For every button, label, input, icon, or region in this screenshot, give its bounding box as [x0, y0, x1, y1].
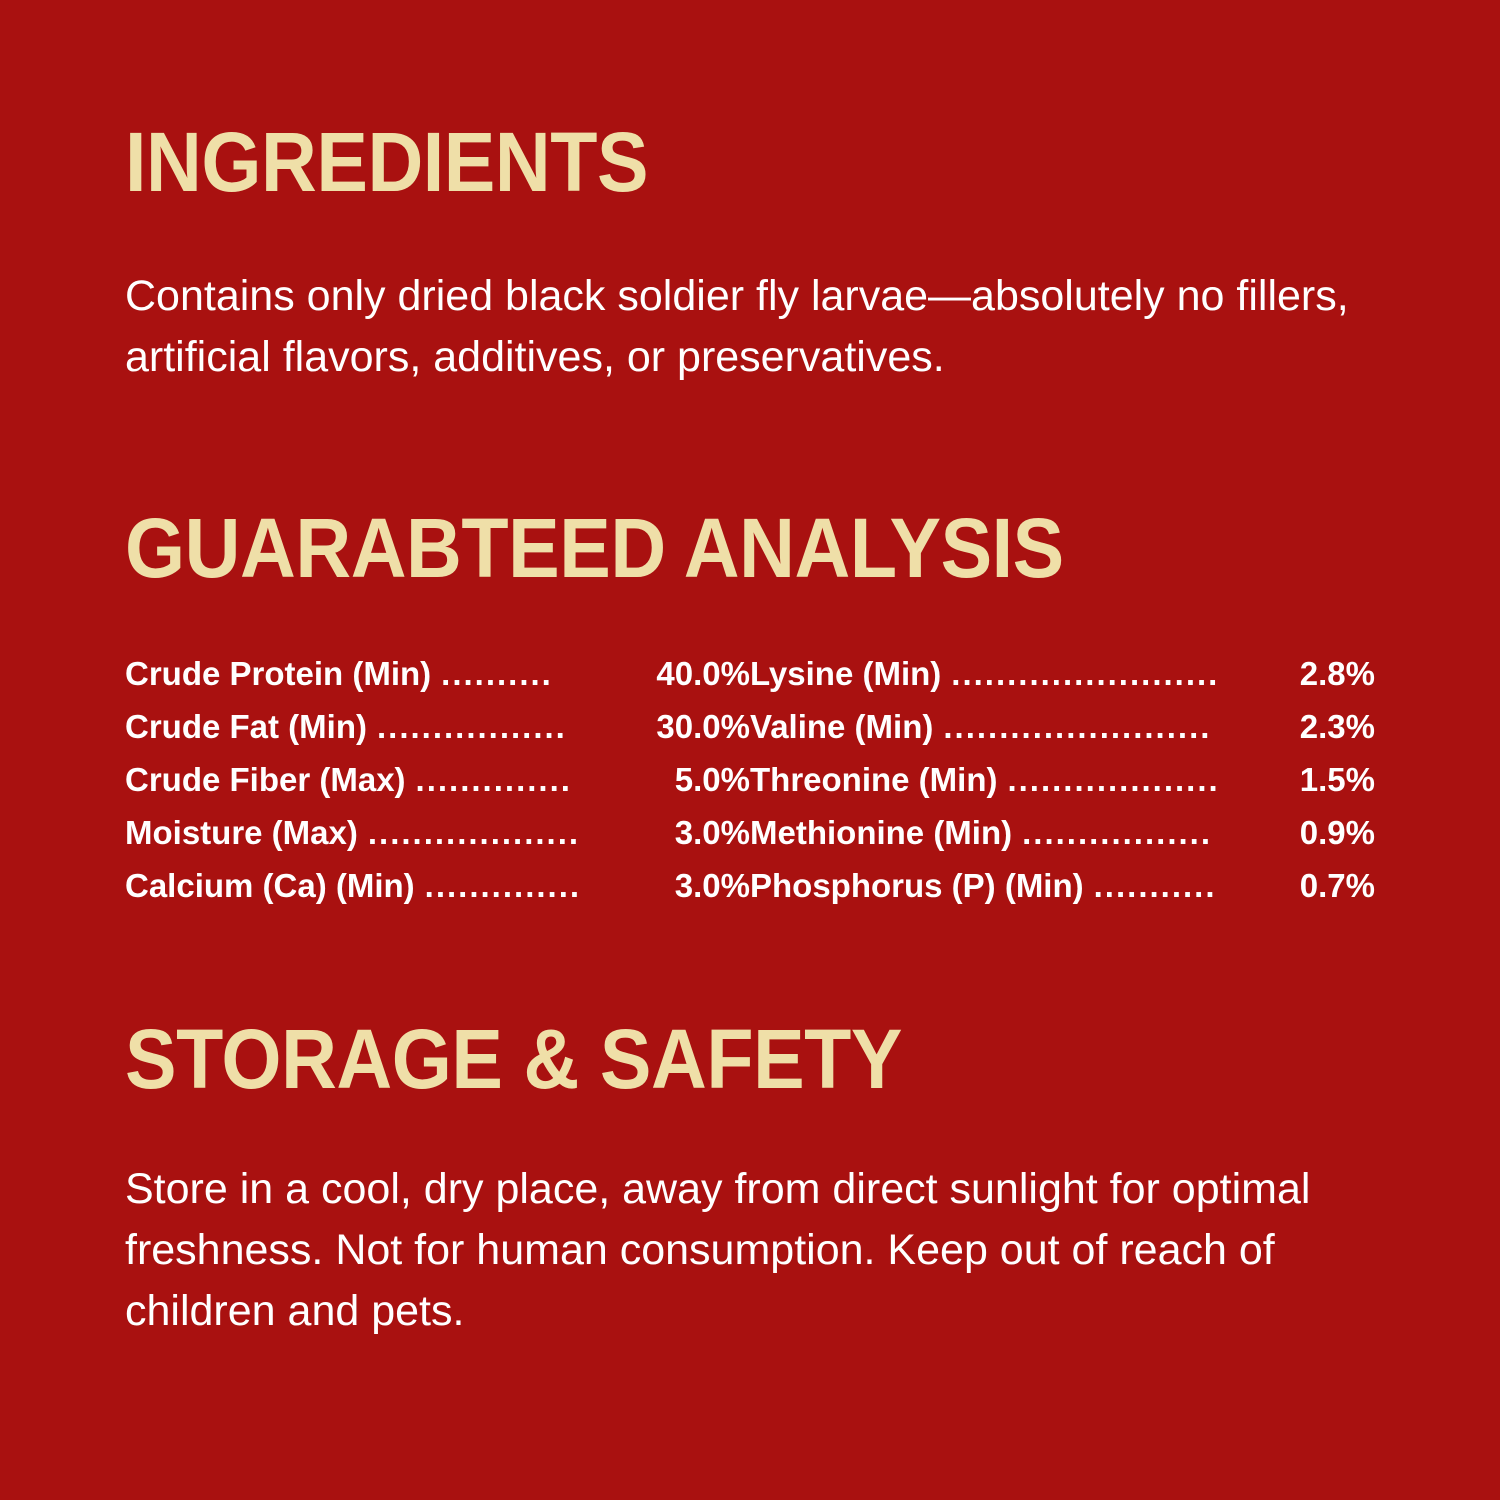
storage-safety-heading: STORAGE & SAFETY: [125, 1012, 902, 1107]
nutrient-value: 0.7%: [1299, 867, 1375, 905]
nutrient-label: Calcium (Ca) (Min): [125, 867, 415, 905]
guaranteed-analysis-heading: GUARABTEED ANALYSIS: [125, 501, 1064, 596]
leader-dots: ..............: [424, 867, 582, 905]
nutrient-label: Lysine (Min): [750, 655, 942, 693]
analysis-row: [750, 655, 1375, 693]
analysis-row: [750, 761, 1375, 799]
nutrient-value: 2.3%: [1299, 708, 1375, 746]
nutrient-value: 40.0%: [656, 655, 750, 693]
analysis-column-right: [750, 655, 1375, 905]
nutrient-label: Phosphorus (P) (Min): [750, 867, 1084, 905]
nutrient-label: Moisture (Max): [125, 814, 358, 852]
leader-dots: ..............: [415, 761, 572, 799]
analysis-row: [125, 655, 750, 693]
analysis-row: [750, 814, 1375, 852]
analysis-column-left: [125, 655, 750, 905]
analysis-row: [750, 708, 1375, 746]
leader-dots: ........................: [943, 708, 1212, 746]
leader-dots: ..........: [441, 655, 553, 693]
nutrient-value: 0.9%: [1299, 814, 1375, 852]
guaranteed-analysis-table: [125, 655, 1375, 905]
nutrient-value: 30.0%: [656, 708, 750, 746]
nutrient-label: Methionine (Min): [750, 814, 1013, 852]
leader-dots: ...................: [367, 814, 581, 852]
nutrient-label: Crude Protein (Min): [125, 655, 432, 693]
leader-dots: ...................: [1007, 761, 1220, 799]
ingredients-text: Contains only dried black soldier fly larvae—absolutely no fillers, artificial flavors, additives, or preservatives.: [125, 272, 1349, 382]
leader-dots: .................: [376, 708, 567, 746]
nutrient-value: 3.0%: [674, 814, 750, 852]
analysis-row: [125, 761, 750, 799]
nutrient-value: 2.8%: [1299, 655, 1375, 693]
leader-dots: ...........: [1093, 867, 1217, 905]
storage-text: Store in a cool, dry place, away from direct sunlight for optimal freshness. Not for human consumption. Keep out of reach of children and pets.: [125, 1165, 1311, 1336]
analysis-row: [125, 867, 750, 905]
nutrient-value: 1.5%: [1299, 761, 1375, 799]
analysis-row: [125, 814, 750, 852]
nutrient-label: Threonine (Min): [750, 761, 998, 799]
leader-dots: ........................: [951, 655, 1220, 693]
nutrient-label: Valine (Min): [750, 708, 934, 746]
analysis-row: [125, 708, 750, 746]
nutrient-value: 3.0%: [674, 867, 750, 905]
nutrient-label: Crude Fat (Min): [125, 708, 367, 746]
analysis-row: [750, 867, 1375, 905]
storage-block: [125, 1159, 1375, 1342]
storage-heading-wrap: [125, 1012, 1375, 1107]
nutrient-label: Crude Fiber (Max): [125, 761, 406, 799]
ingredients-block: [125, 266, 1375, 388]
analysis-heading-wrap: [125, 501, 1375, 596]
ingredients-heading: INGREDIENTS: [125, 115, 649, 209]
nutrient-value: 5.0%: [674, 761, 750, 799]
leader-dots: .................: [1022, 814, 1212, 852]
